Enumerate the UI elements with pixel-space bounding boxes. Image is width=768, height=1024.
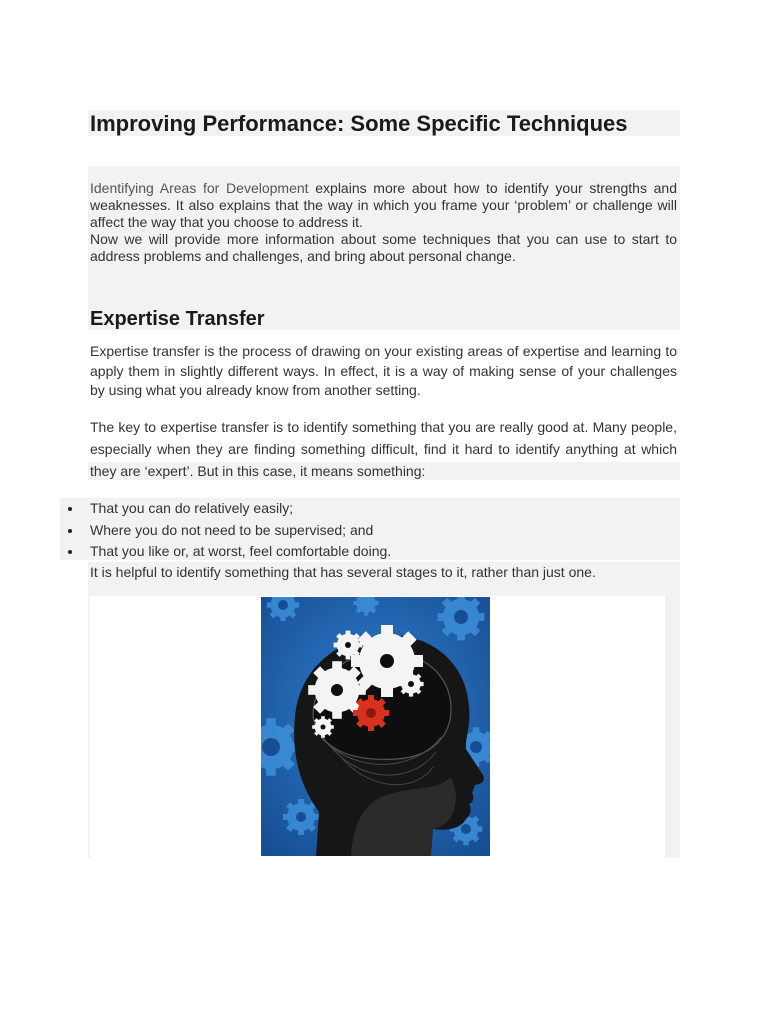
expertise-paragraph-1: Expertise transfer is the process of drawing on your existing areas of expertise and learning to apply them in slightly different ways. In effect, it is a way of making sense of your challenges by using what you already know from another setting. (90, 343, 677, 398)
helpful-paragraph: It is helpful to identify something that has several stages to it, rather than just one. (90, 564, 596, 580)
head-gears-illustration (261, 597, 490, 856)
list-item (60, 520, 680, 542)
page-title: Improving Performance: Some Specific Techniques (90, 111, 628, 136)
identifying-areas-link[interactable]: Identifying Areas for Development (90, 180, 309, 196)
red-gear-hole (366, 708, 376, 718)
intro-paragraph-2: Now we will provide more information about some techniques that you can use to start to address problems and challenges, and bring about personal change. (90, 231, 677, 264)
intro-paragraph-text: explains more about how to identify your strengths and weaknesses. It also explains that the way in which you frame your ‘problem’ or challenge will affect the way that you choose to address it. (90, 180, 677, 230)
criteria-list (60, 498, 680, 563)
list-item (60, 541, 680, 563)
list-item-text: That you like or, at worst, feel comfortable doing. (90, 543, 392, 559)
expertise-paragraph-2: The key to expertise transfer is to identify something that you are really good at. Many people, especially when they are finding something difficult, find it hard to identify anything at which they are ‘expert’. But in this case, it means something: (90, 419, 677, 479)
list-item-text: That you can do relatively easily; (90, 500, 294, 516)
bullet-icon (68, 507, 72, 511)
bullet-icon (68, 550, 72, 554)
head-gears-image (261, 597, 490, 856)
list-item (60, 498, 680, 520)
list-item-text: Where you do not need to be supervised; and (90, 521, 374, 538)
bullet-icon (68, 529, 72, 533)
intro-paragraph (90, 180, 677, 231)
section-heading: Expertise Transfer (90, 308, 265, 330)
